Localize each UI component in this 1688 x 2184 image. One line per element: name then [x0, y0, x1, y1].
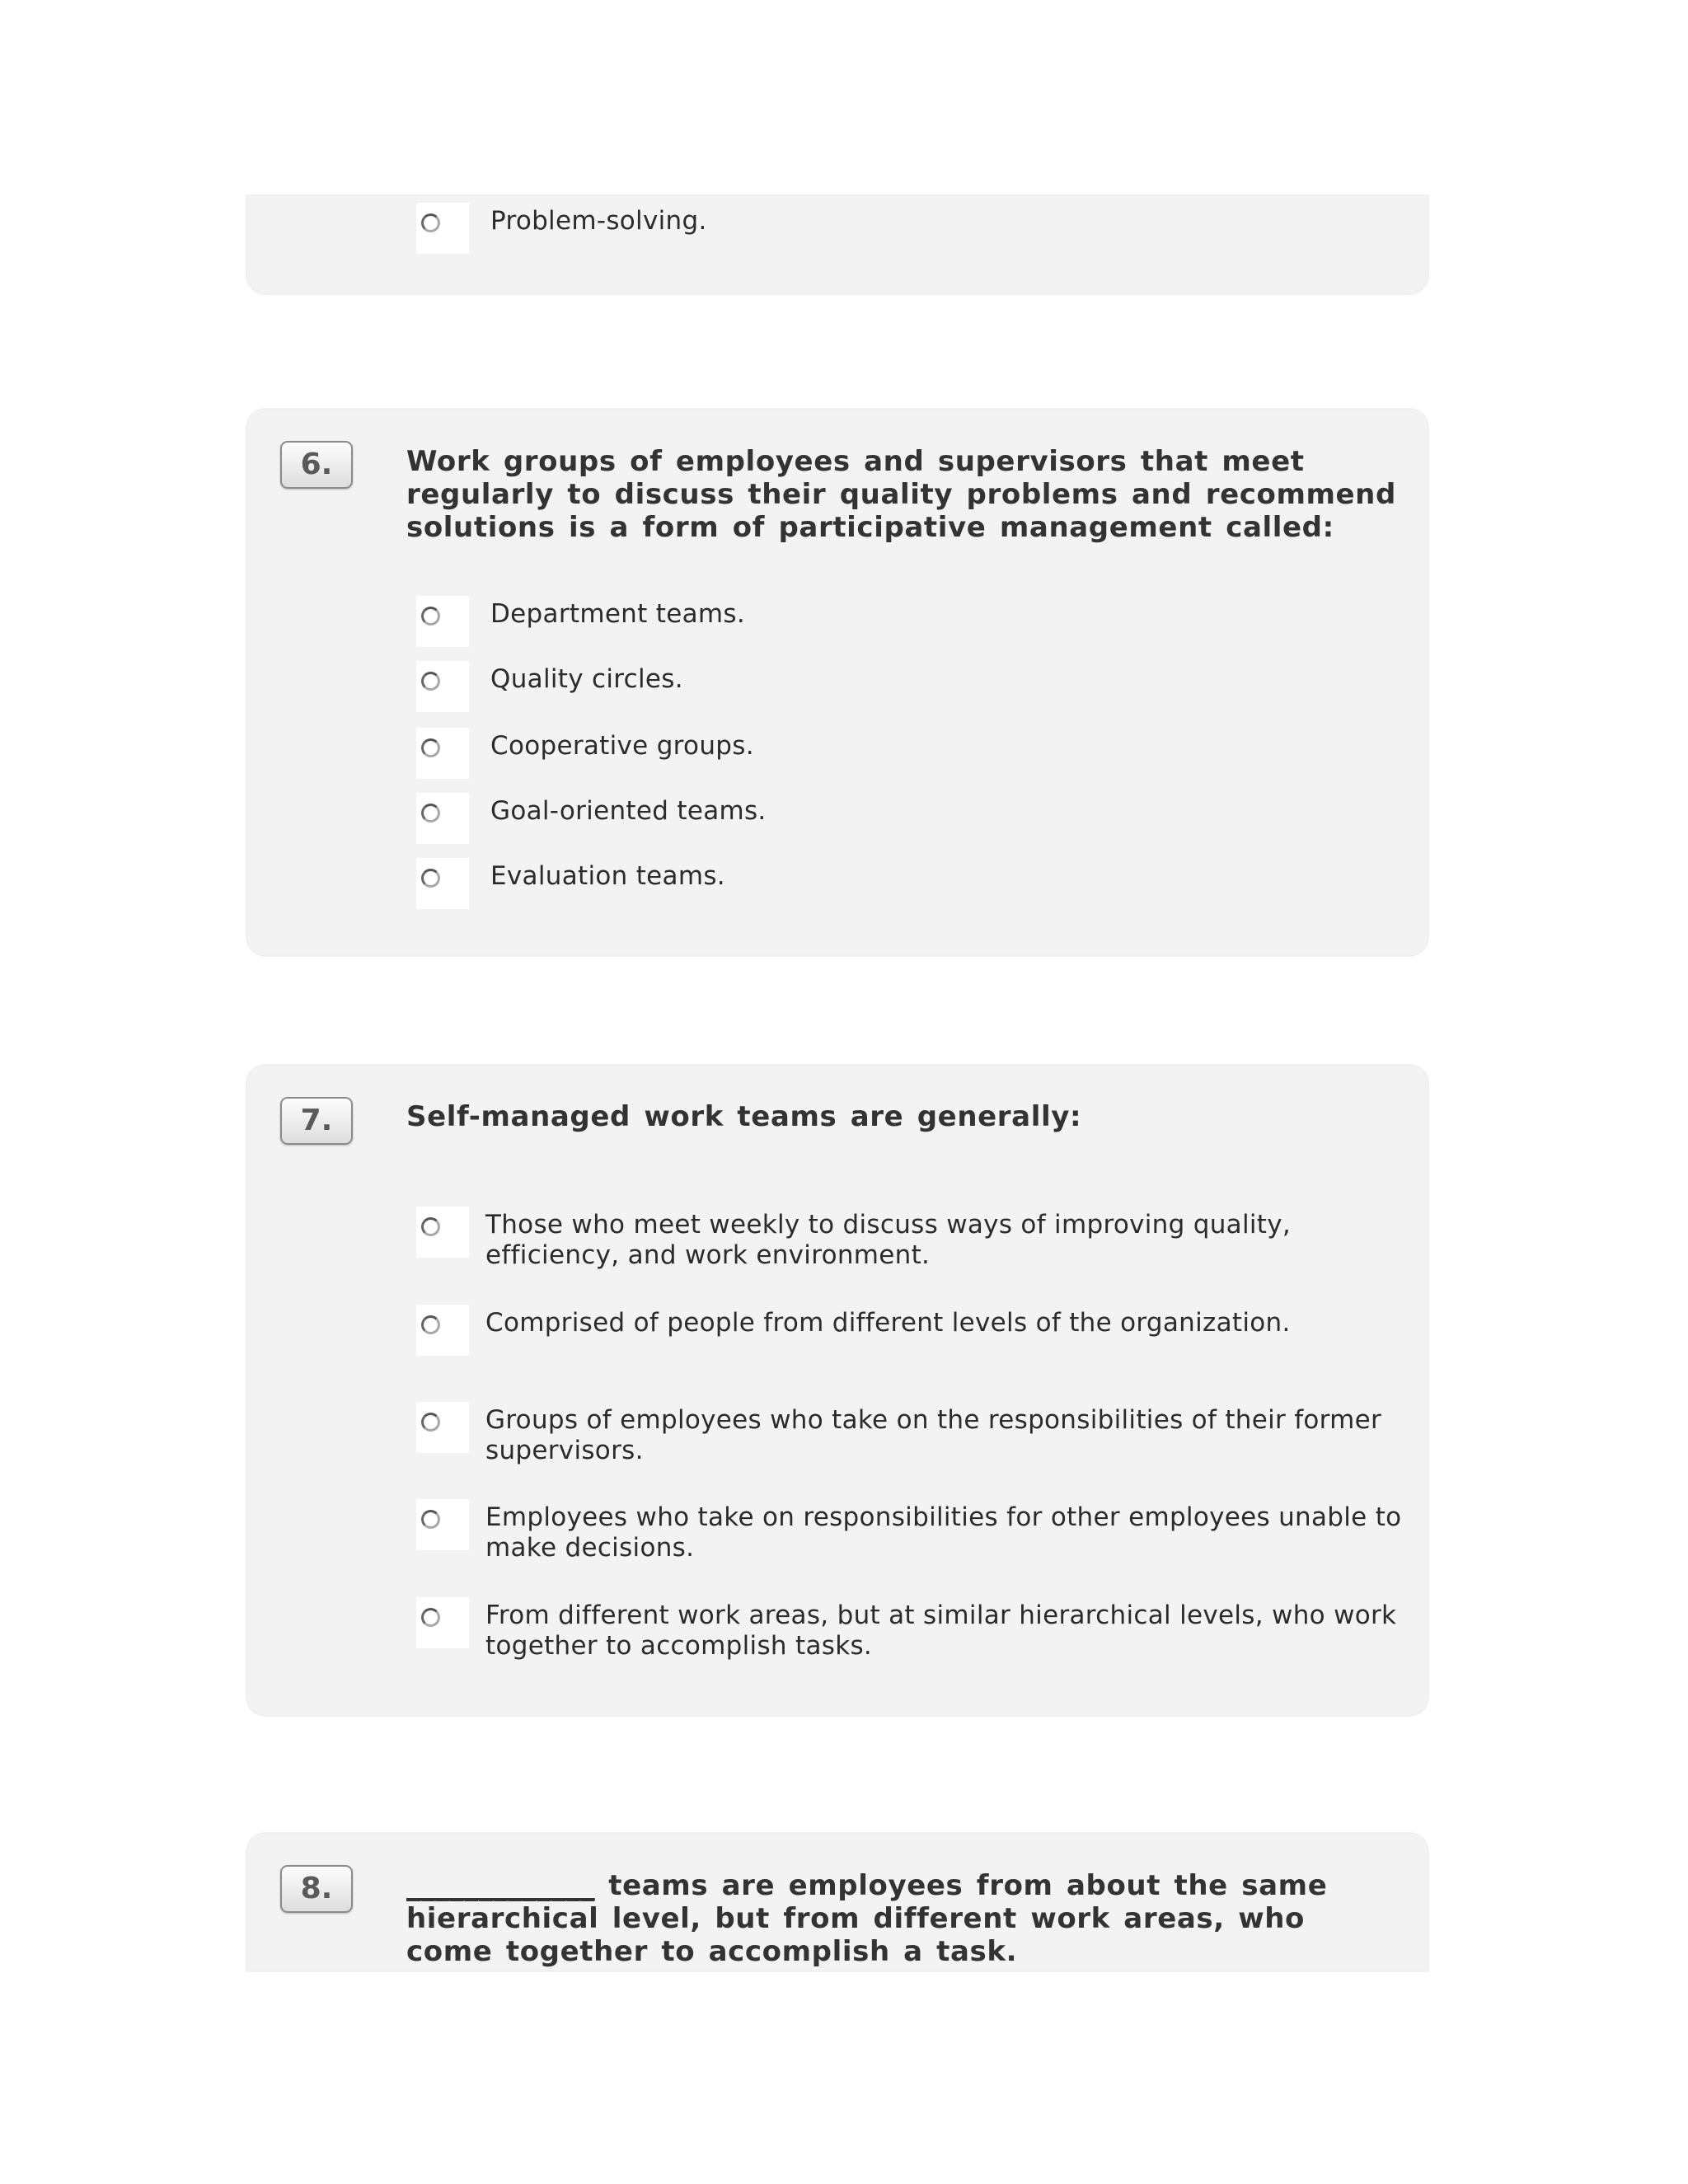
question-number-badge: 8.: [280, 1865, 353, 1913]
radio-button[interactable]: [416, 1597, 469, 1648]
radio-icon: [421, 1217, 440, 1236]
fill-in-blank: _____________: [406, 1869, 595, 1902]
radio-icon: [421, 1315, 440, 1334]
answer-option[interactable]: [416, 1305, 1414, 1356]
answer-option-label: Those who meet weekly to discuss ways of improving quality, efficiency, and work environment.: [485, 1210, 1292, 1270]
radio-icon: [421, 213, 440, 232]
answer-option[interactable]: [416, 596, 1414, 647]
question-text-body: teams are employees from about the same hierarchical level, but from different work areas, who come together to accomplish a task.: [406, 1869, 1328, 1968]
radio-button[interactable]: [416, 1499, 469, 1550]
question-number-badge: 7.: [280, 1097, 353, 1145]
answer-option[interactable]: [416, 728, 1414, 779]
radio-icon: [421, 804, 440, 823]
answer-option-label: Groups of employees who take on the responsibilities of their former supervisors.: [485, 1405, 1382, 1465]
radio-button[interactable]: [416, 1207, 469, 1258]
answer-option-label: Quality circles.: [490, 664, 683, 694]
answer-option-label: Cooperative groups.: [490, 731, 754, 761]
answer-option[interactable]: [416, 203, 1414, 254]
answer-option-label: From different work areas, but at similar hierarchical levels, who work together to accomplish tasks.: [485, 1601, 1397, 1661]
question-card-6: [247, 410, 1428, 955]
radio-button[interactable]: [416, 661, 469, 712]
radio-button[interactable]: [416, 793, 469, 844]
question-text: [406, 1869, 1338, 1968]
answer-option[interactable]: [416, 1597, 1414, 1661]
question-number-badge: 6.: [280, 441, 353, 489]
answer-option[interactable]: [416, 1402, 1414, 1466]
radio-icon: [421, 738, 440, 757]
question-text: Work groups of employees and supervisors that meet regularly to discuss their quality problems and recommend solutions is a form of participative management called:: [406, 445, 1396, 544]
answer-option[interactable]: [416, 793, 1414, 844]
answer-option-label: Comprised of people from different levels of the organization.: [485, 1308, 1291, 1338]
answer-option[interactable]: [416, 661, 1414, 712]
answer-option-label: Department teams.: [490, 599, 745, 629]
radio-button[interactable]: [416, 728, 469, 779]
question-text: Self-managed work teams are generally:: [406, 1100, 1082, 1133]
radio-icon: [421, 672, 440, 691]
answer-option-label: Employees who take on responsibilities for other employees unable to make decisions.: [485, 1502, 1402, 1563]
answer-option-label: Evaluation teams.: [490, 861, 725, 891]
radio-icon: [421, 1413, 440, 1432]
radio-button[interactable]: [416, 596, 469, 647]
answer-option[interactable]: [416, 1207, 1414, 1271]
answer-option-label: Goal-oriented teams.: [490, 796, 767, 826]
radio-icon: [421, 869, 440, 888]
answer-option-label: Problem-solving.: [490, 206, 707, 236]
question-card-7: [247, 1066, 1428, 1715]
radio-button[interactable]: [416, 203, 469, 254]
answer-option[interactable]: [416, 1499, 1414, 1563]
radio-button[interactable]: [416, 1305, 469, 1356]
radio-icon: [421, 607, 440, 626]
question-card-5: [247, 196, 1428, 293]
radio-icon: [421, 1510, 440, 1529]
radio-icon: [421, 1608, 440, 1627]
radio-button[interactable]: [416, 1402, 469, 1453]
answer-option[interactable]: [416, 858, 1414, 909]
radio-button[interactable]: [416, 858, 469, 909]
question-card-8: [247, 1834, 1428, 1971]
